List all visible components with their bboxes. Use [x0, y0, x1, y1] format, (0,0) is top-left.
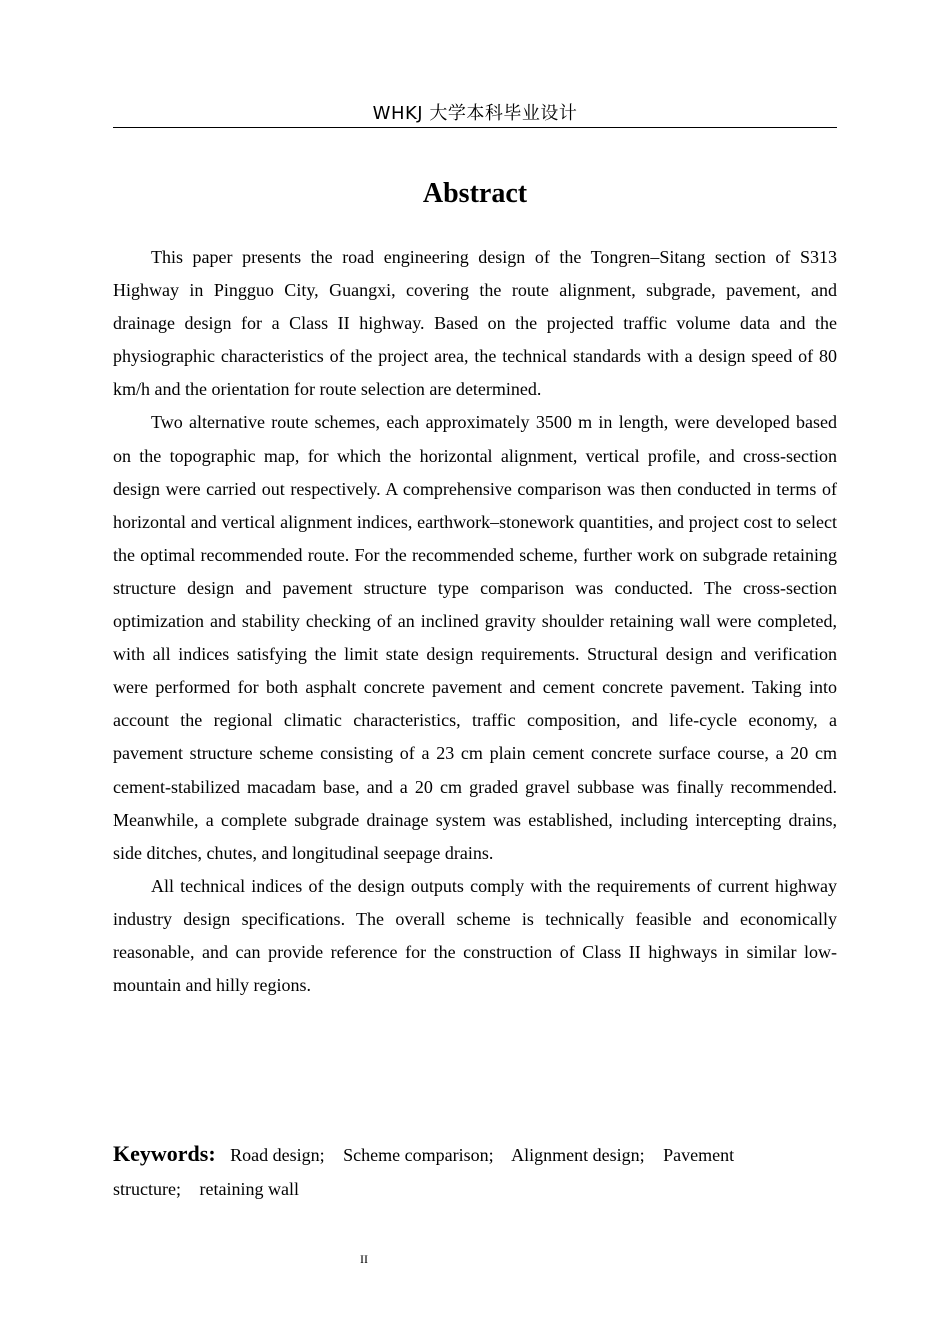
abstract-paragraph-3: All technical indices of the design outputs comply with the requirements of current highway industry design specifications. The overall scheme is technically feasible and economically reasonable, and can provide reference for the construction of Class II highways in similar low-mountain and hilly regions.	[113, 875, 837, 996]
keyword-item: Alignment design;	[511, 1145, 645, 1165]
abstract-title: Abstract	[422, 178, 528, 209]
abstract-paragraph-1: This paper presents the road engineering design of the Tongren–Sitang section of S313 Highway in Pingguo City, Guangxi, covering the route alignment, subgrade, pavement, and drainage design for a Class II highway. Based on the projected traffic volume data and the physiographic characteristics of the project area, the technical standards with a design speed of 80 km/h and the orientation for route selection are determined.	[113, 247, 837, 400]
keywords-section	[113, 1137, 803, 1206]
abstract-body	[113, 241, 837, 1002]
page-number: II	[360, 1252, 368, 1266]
keyword-item: retaining wall	[199, 1179, 299, 1199]
abstract-paragraph-2: Two alternative route schemes, each approximately 3500 m in length, were developed based on the topographic map, for which the horizontal alignment, vertical profile, and cross-section design were carried out respectively. A comprehensive comparison was then conducted in terms of horizontal and vertical alignment indices, earthwork–stonework quantities, and project cost to select the optimal recommended route. For the recommended scheme, further work on subgrade retaining structure design and pavement structure type comparison was conducted. The cross-section optimization and stability checking of an inclined gravity shoulder retaining wall were completed, with all indices satisfying the limit state design requirements. Structural design and verification were performed for both asphalt concrete pavement and cement concrete pavement. Taking into account the regional climatic characteristics, traffic composition, and life-cycle economy, a pavement structure scheme consisting of a 23 cm plain cement concrete surface course, a 20 cm cement-stabilized macadam base, and a 20 cm graded gravel subbase was finally recommended. Meanwhile, a complete subgrade drainage system was established, including intercepting drains, side ditches, chutes, and longitudinal seepage drains.	[113, 412, 837, 863]
keywords-label: Keywords:	[113, 1141, 216, 1166]
keyword-item: Road design;	[230, 1145, 325, 1165]
keyword-item: Pavement structure;	[113, 1145, 735, 1199]
page-header: WHKJ 大学本科毕业设计	[113, 102, 837, 128]
keyword-item: Scheme comparison;	[343, 1145, 494, 1165]
